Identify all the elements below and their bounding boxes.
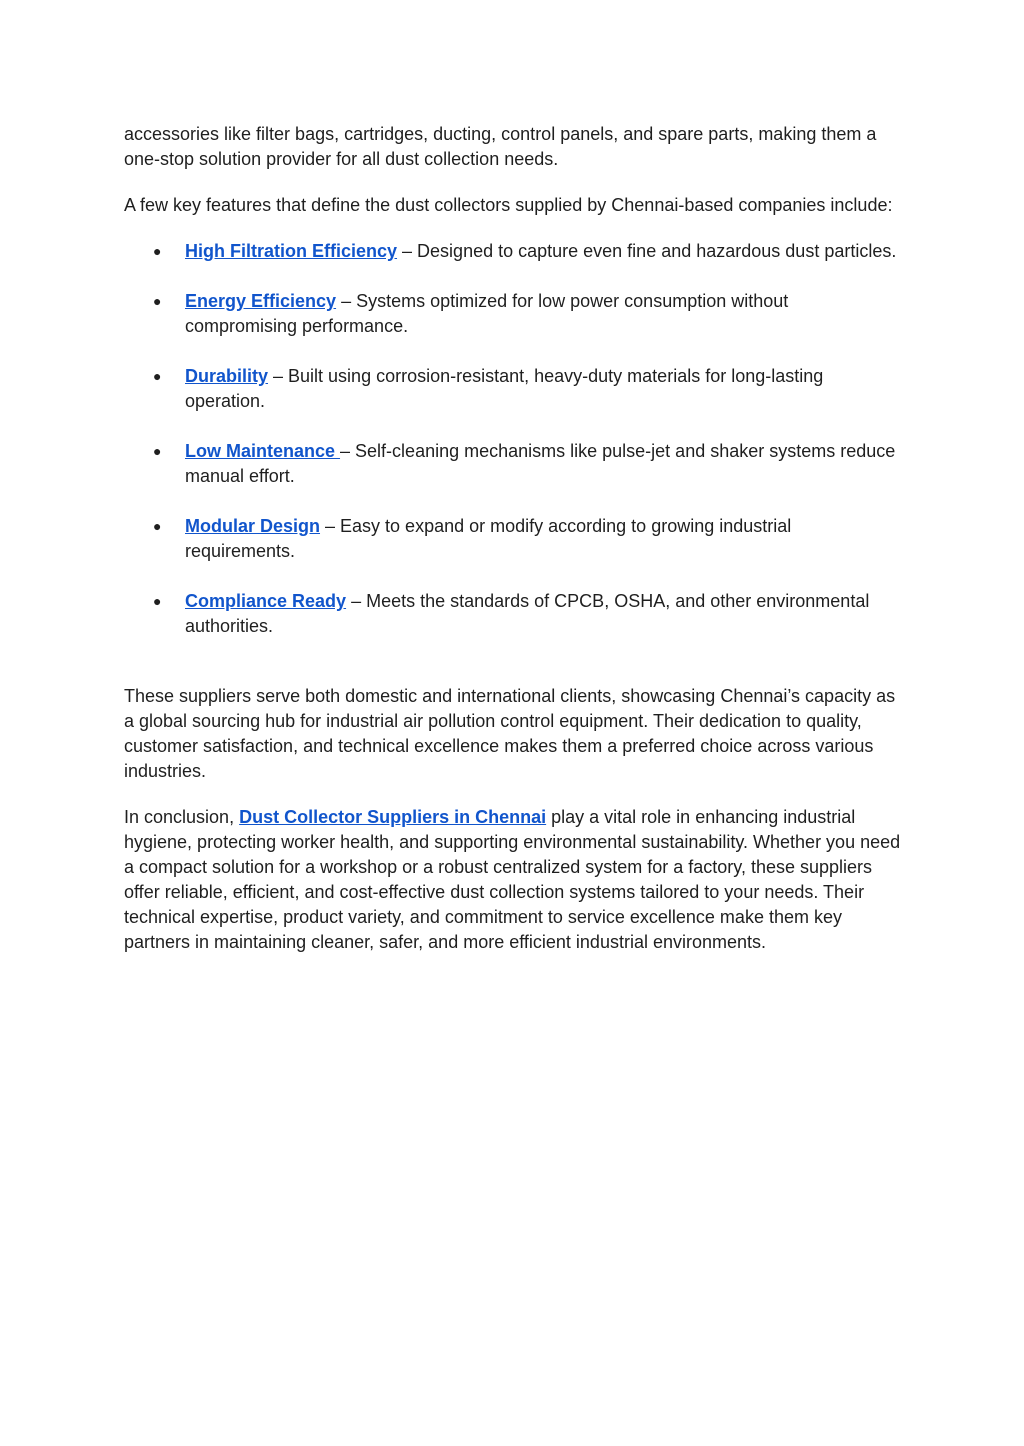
list-item bbox=[124, 289, 904, 339]
feature-link-modular-design[interactable]: Modular Design bbox=[185, 516, 321, 536]
bullet-icon: ● bbox=[153, 243, 162, 259]
features-list bbox=[124, 239, 904, 639]
dust-collector-suppliers-link[interactable]: Dust Collector Suppliers in Chennai bbox=[239, 807, 547, 827]
bullet-icon: ● bbox=[153, 443, 162, 459]
bullet-icon: ● bbox=[153, 593, 162, 609]
feature-description: – Built using corrosion-resistant, heavy-duty materials for long-lasting operation. bbox=[185, 366, 824, 411]
list-item bbox=[124, 589, 904, 639]
feature-description: – Systems optimized for low power consumption without compromising performance. bbox=[185, 291, 789, 336]
bullet-icon: ● bbox=[153, 518, 162, 534]
document-page bbox=[124, 122, 904, 955]
feature-description: – Self-cleaning mechanisms like pulse-jet and shaker systems reduce manual effort. bbox=[185, 441, 896, 486]
list-item bbox=[124, 364, 904, 414]
intro-paragraph: accessories like filter bags, cartridges, ducting, control panels, and spare parts, making them a one-stop solution provider for all dust collection needs. bbox=[124, 124, 877, 169]
features-intro-paragraph: A few key features that define the dust collectors supplied by Chennai-based companies include: bbox=[124, 195, 893, 215]
feature-link-durability[interactable]: Durability bbox=[185, 366, 269, 386]
list-item bbox=[124, 439, 904, 489]
list-item bbox=[124, 239, 904, 264]
feature-link-compliance-ready[interactable]: Compliance Ready bbox=[185, 591, 347, 611]
feature-link-energy-efficiency[interactable]: Energy Efficiency bbox=[185, 291, 337, 311]
conclusion-text-after: play a vital role in enhancing industrial hygiene, protecting worker health, and supporting environmental sustainability. Whether you need a compact solution for a workshop or a robust centralized system for a factory, these suppliers offer reliable, efficient, and cost-effective dust collection systems tailored to your needs. Their technical expertise, product variety, and commitment to service excellence make them key partners in maintaining cleaner, safer, and more efficient industrial environments. bbox=[124, 807, 901, 952]
conclusion-paragraph bbox=[124, 805, 904, 955]
suppliers-paragraph: These suppliers serve both domestic and international clients, showcasing Chennai’s capacity as a global sourcing hub for industrial air pollution control equipment. Their dedication to quality, customer satisfaction, and technical excellence makes them a preferred choice across various industries. bbox=[124, 686, 896, 781]
feature-description: – Designed to capture even fine and hazardous dust particles. bbox=[397, 241, 897, 261]
conclusion-text-before: In conclusion, bbox=[124, 807, 240, 827]
feature-description: – Easy to expand or modify according to growing industrial requirements. bbox=[185, 516, 792, 561]
feature-link-low-maintenance[interactable]: Low Maintenance bbox=[185, 441, 341, 461]
list-item bbox=[124, 514, 904, 564]
feature-description: – Meets the standards of CPCB, OSHA, and other environmental authorities. bbox=[185, 591, 870, 636]
feature-link-high-filtration-efficiency[interactable]: High Filtration Efficiency bbox=[185, 241, 398, 261]
bullet-icon: ● bbox=[153, 368, 162, 384]
bullet-icon: ● bbox=[153, 293, 162, 309]
